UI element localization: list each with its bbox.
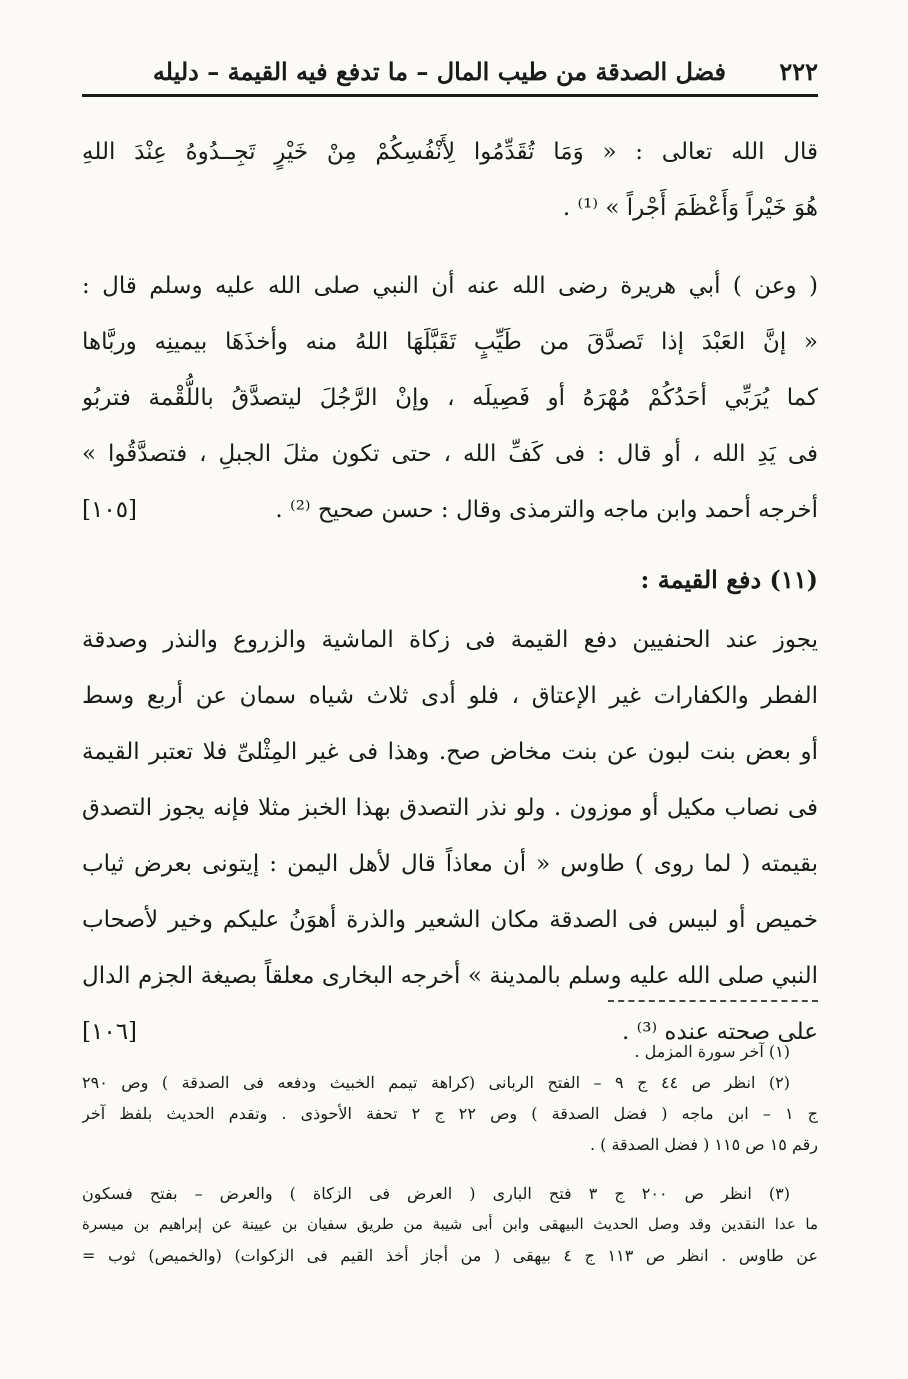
footnote-line: رقم ١٥ ص ١١٥ ( فضل الصدقة ) . — [589, 1135, 818, 1154]
footnote-line: عن طاوس . انظر ص ١١٣ ج ٤ بيهقى ( من أجاز أخذ القيم فى الزكوات) (والخميص) ثوب = — [82, 1246, 818, 1265]
footnote-line: (١) آخر سورة المزمل . — [634, 1042, 790, 1061]
verse-block — [82, 124, 818, 236]
page-number: ٢٢٢ — [779, 57, 818, 86]
running-title: فضل الصدقة من طيب المال – ما تدفع فيه القيمة – دليله — [152, 57, 726, 86]
footnote-line: (٣) انظر ص ٢٠٠ ج ٣ فتح البارى ( العرض فى الزكاة ) والعرض – بفتح فسكون — [82, 1184, 791, 1203]
body-line: بقيمته ( لما روى ) طاوس « أن معاذاً قال لأهل اليمن : إيتونى بعرض ثياب — [82, 851, 818, 877]
body-line: خميص أو لبيس فى الصدقة مكان الشعير والذرة أهوَنُ عليكم وخير لأصحاب — [82, 907, 818, 933]
body-line: فى نصاب مكيل أو موزون . ولو نذر التصدق بهذا الخبز مثلا فإنه يجوز التصدق — [82, 795, 818, 821]
section-heading: (١١) دفع القيمة : — [640, 565, 818, 594]
body-reference-number: [١٠٦] — [82, 1019, 138, 1045]
book-page — [82, 0, 818, 1379]
hadith-block — [82, 258, 818, 538]
hadith-line: كما يُرَبِّي أحَدُكُمْ مُهْرَهُ أو فَصِيلَه ، وإنْ الرَّجُلَ ليتصدَّقُ باللُّقْمة فتربُو — [82, 385, 818, 411]
body-line: أو بعض بنت لبون عن بنت مخاض صح. وهذا فى غير المِثْلىِّ فلا تعتبر القيمة — [82, 739, 818, 765]
footnotes-block — [82, 1036, 818, 1271]
hadith-line: فى يَدِ الله ، أو قال : فى كَفِّ الله ، حتى تكون مثلَ الجبلِ ، فتصدَّقُوا » — [82, 441, 818, 467]
hadith-reference-number: [١٠٥] — [82, 497, 138, 523]
body-line: يجوز عند الحنفيين دفع القيمة فى زكاة الماشية والزروع والنذر وصدقة — [82, 627, 818, 653]
hadith-line: ( وعن ) أبي هريرة رضى الله عنه أن النبي صلى الله عليه وسلم قال : — [82, 273, 818, 299]
header-rule — [82, 94, 818, 97]
page-header — [82, 42, 818, 86]
verse-line: هُوَ خَيْراً وَأَعْظَمَ أَجْراً » ⁽¹⁾ . — [562, 195, 818, 221]
body-line: النبي صلى الله عليه وسلم بالمدينة » أخرجه البخارى معلقاً بصيغة الجزم الدال — [82, 963, 818, 989]
footnote-line: ما عدا النقدين وقد وصل الحديث البيهقى وابن أبى شيبة من طريق سفيان بن عيينة عن إبراهيم بن ميسرة — [82, 1215, 818, 1233]
body-block — [82, 612, 818, 1060]
hadith-line: « إنَّ العَبْدَ إذا تَصدَّقَ من طَيِّبٍ تَقَبَّلَهَا اللهُ منه وأخذَهَا بيمينِه وربَّاها — [82, 329, 818, 355]
verse-line: قال الله تعالى : « وَمَا تُقَدِّمُوا لِأَنْفُسِكُمْ مِنْ خَيْرٍ تَجِــدُوهُ عِنْدَ اللهِ — [82, 139, 818, 165]
hadith-source-text: أخرجه أحمد وابن ماجه والترمذى وقال : حسن صحيح ⁽²⁾ . — [275, 497, 818, 523]
hadith-line — [82, 482, 818, 538]
body-last-line-text: على صحته عنده ⁽³⁾ . — [621, 1019, 818, 1045]
footnote-line: (٢) انظر ص ٤٤ ج ٩ – الفتح الربانى (كراهة تيمم الخبيث ودفعه فى الصدقة ) وص ٢٩٠ — [82, 1073, 791, 1092]
footnote-line: ج ١ – ابن ماجه ( فضل الصدقة ) وص ٢٢ ج ٢ تحفة الأحوذى . وتقدم الحديث بلفظ آخر — [82, 1104, 818, 1123]
body-line: الفطر والكفارات غير الإعتاق ، فلو أدى ثلاث شياه سمان عن أربع وسط — [82, 683, 818, 709]
footnote-separator — [608, 1000, 818, 1002]
